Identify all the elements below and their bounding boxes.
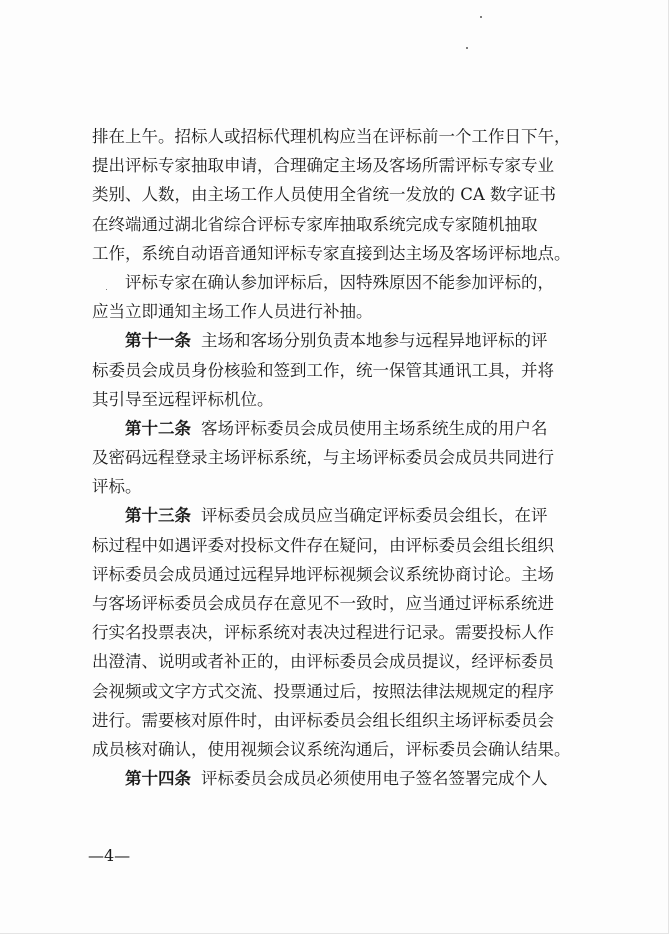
article-text: 评标委员会成员应当确定评标委员会组长，在评 [201,506,548,526]
text-line: 评标专家在确认参加评标后，因特殊原因不能参加评标的， [125,272,554,292]
document-body [92,122,592,793]
text-line: 提出评标专家抽取申请，合理确定主场及客场所需评标专家专业 [92,156,554,176]
article-text: 客场评标委员会成员使用主场系统生成的用户名 [201,418,548,438]
paragraph-continuation [92,122,592,268]
text-line [92,326,592,355]
text-line: 应当立即通知主场工作人员进行补抽。 [92,302,373,322]
article-12 [92,414,592,502]
article-text: 评标委员会成员必须使用电子签名签署完成个人 [201,769,548,789]
text-line: 类别、人数，由主场工作人员使用全省统一发放的 CA 数字证书 [92,185,557,205]
text-line: 在终端通过湖北省综合评标专家库抽取系统完成专家随机抽取 [92,214,538,234]
text-line [92,414,592,443]
text-line: 标委员会成员身份核验和签到工作，统一保管其通讯工具，并将 [92,360,554,380]
text-line: 进行。需要核对原件时，由评标委员会组长组织主场评标委员会 [92,710,554,730]
text-line: 评标委员会成员通过远程异地评标视频会议系统协商讨论。主场 [92,564,554,584]
article-11 [92,326,592,414]
article-label: 第十三条 [125,506,191,526]
text-line [92,764,592,793]
text-line: 评标。 [92,477,142,497]
article-text: 主场和客场分别负责本地参与远程异地评标的评 [201,331,548,351]
text-line: 会视频或文字方式交流、投票通过后，按照法律法规规定的程序 [92,681,554,701]
text-line: 工作，系统自动语音通知评标专家直接到达主场及客场评标地点。 [92,243,571,263]
article-14 [92,764,592,793]
text-line: 标过程中如遇评委对投标文件存在疑问，由评标委员会组长组织 [92,535,554,555]
scan-speck [480,16,482,18]
article-label: 第十一条 [125,331,191,351]
scan-speck [466,47,468,49]
article-13 [92,501,592,764]
article-label: 第十四条 [125,769,191,789]
article-label: 第十二条 [125,418,191,438]
text-line: 其引导至远程评标机位。 [92,389,274,409]
text-line: 及密码远程登录主场评标系统，与主场评标委员会成员共同进行 [92,448,554,468]
paragraph-expert-substitution [92,268,592,326]
text-line: 与客场评标委员会成员存在意见不一致时，应当通过评标系统进 [92,594,554,613]
text-line: 出澄清、说明或者补正的，由评标委员会成员提议，经评标委员 [92,652,554,672]
text-line: 排在上午。招标人或招标代理机构应当在评标前一个工作日下午， [92,127,571,146]
text-line: 成员核对确认，使用视频会议系统沟通后，评标委员会确认结果。 [92,739,571,759]
text-line: 行实名投票表决，评标系统对表决过程进行记录。需要投标人作 [92,623,554,643]
text-line [92,501,592,530]
page-number: —4— [88,846,131,865]
